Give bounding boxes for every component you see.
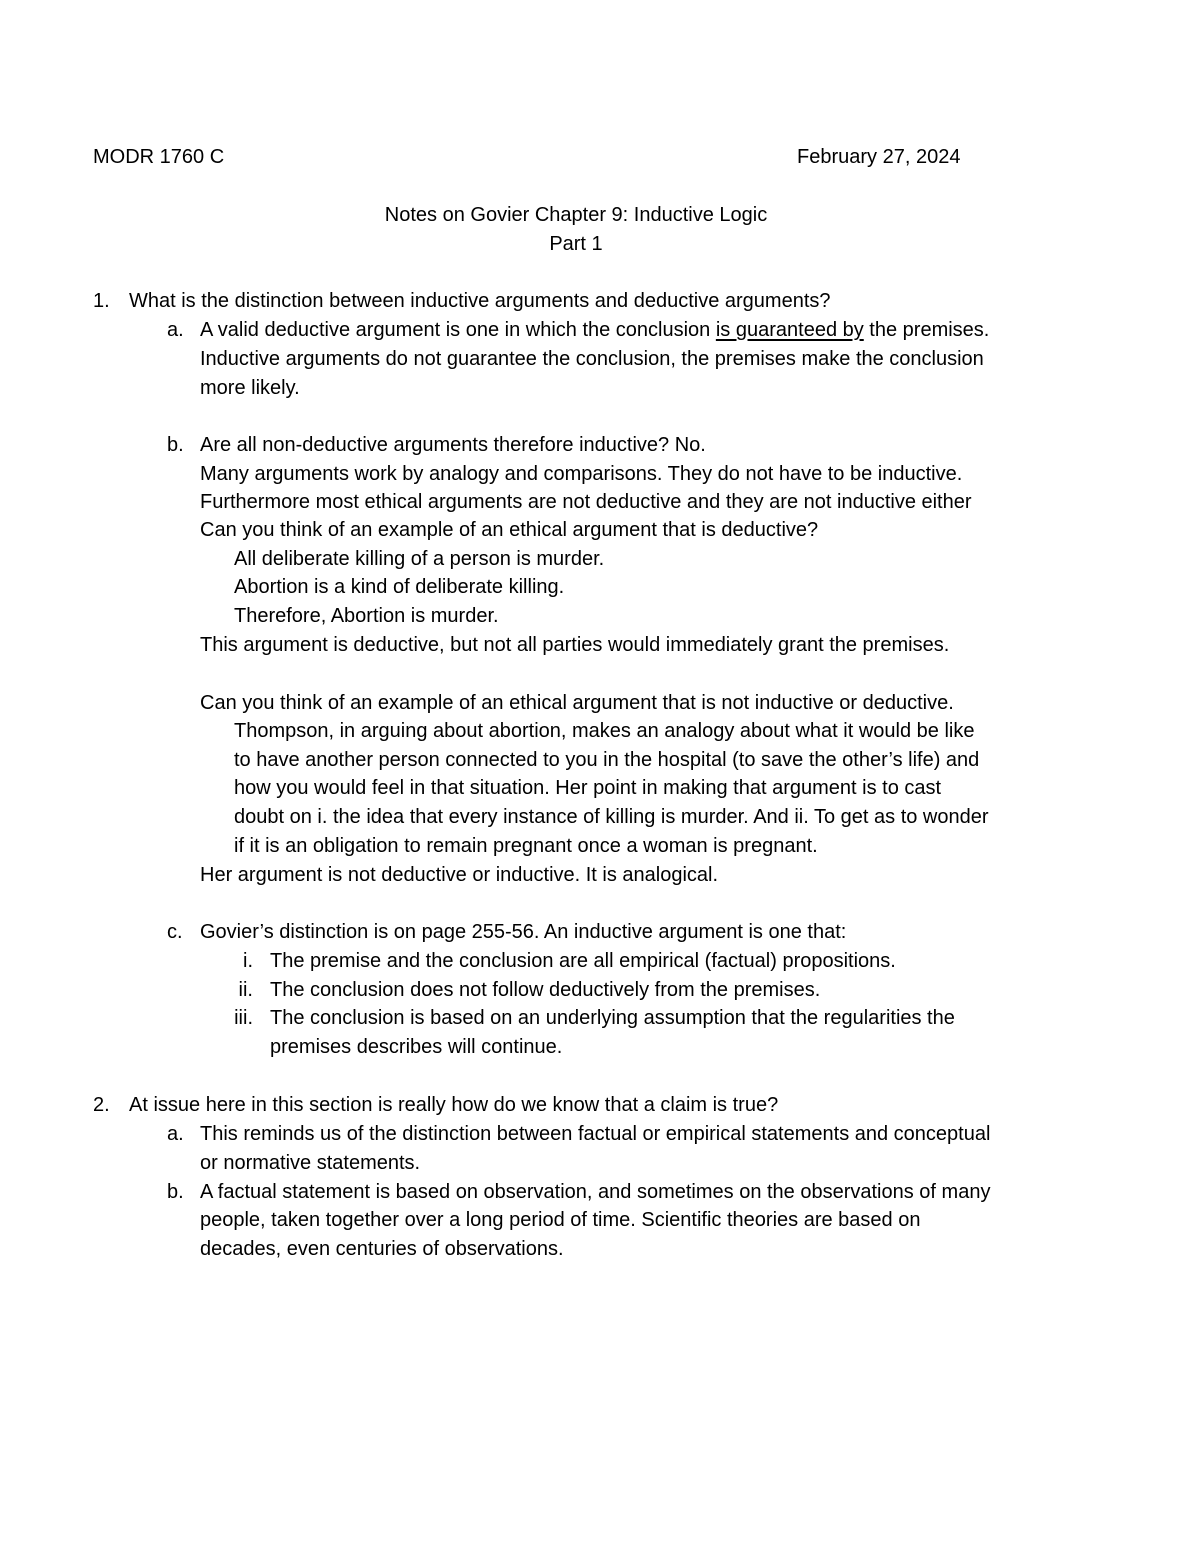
q2b-line-3: decades, even centuries of observations. bbox=[200, 1238, 564, 1260]
q1c-label: c. bbox=[167, 921, 183, 943]
q2-number: 2. bbox=[93, 1094, 110, 1116]
q1b-line-2: Many arguments work by analogy and comparisons. They do not have to be inductive. bbox=[200, 463, 963, 485]
q1b-premise-2: Abortion is a kind of deliberate killing. bbox=[234, 576, 565, 598]
course-code: MODR 1760 C bbox=[93, 146, 225, 168]
q1b-line-3: Furthermore most ethical arguments are not deductive and they are not inductive either bbox=[200, 491, 972, 513]
q1b-premise-1: All deliberate killing of a person is murder. bbox=[234, 548, 605, 570]
q1b-line-15: Her argument is not deductive or inductive. It is analogical. bbox=[200, 864, 719, 886]
q2a-label: a. bbox=[167, 1123, 184, 1145]
q1b-line-11: to have another person connected to you in the hospital (to save the other’s life) and bbox=[234, 749, 980, 771]
q1c-i-label: i. bbox=[243, 950, 253, 972]
q1b-line-9: Can you think of an example of an ethical argument that is not inductive or deductive. bbox=[200, 692, 954, 714]
q2b-label: b. bbox=[167, 1181, 184, 1203]
q1b-line-13: doubt on i. the idea that every instance of killing is murder. And ii. To get as to wonder bbox=[234, 806, 989, 828]
q1c-iii-label: iii. bbox=[234, 1007, 253, 1029]
q1b-line-12: how you would feel in that situation. Her point in making that argument is to cast bbox=[234, 777, 942, 799]
q2b-line-2: people, taken together over a long period of time. Scientific theories are based on bbox=[200, 1209, 921, 1231]
document-date: February 27, 2024 bbox=[797, 146, 961, 168]
q1c-iii-text-2: premises describes will continue. bbox=[270, 1036, 563, 1058]
q2b-line-1: A factual statement is based on observation, and sometimes on the observations of many bbox=[200, 1181, 991, 1203]
q1c-iii-text-1: The conclusion is based on an underlying assumption that the regularities the bbox=[270, 1007, 955, 1029]
q1b-conclusion: Therefore, Abortion is murder. bbox=[234, 605, 499, 627]
q1b-line-8: This argument is deductive, but not all parties would immediately grant the premises. bbox=[200, 634, 950, 656]
q1c-line-1: Govier’s distinction is on page 255-56. An inductive argument is one that: bbox=[200, 921, 847, 943]
q1b-line-4: Can you think of an example of an ethical argument that is deductive? bbox=[200, 519, 819, 541]
q1a-line-1 bbox=[200, 320, 989, 340]
q1-text: What is the distinction between inductive arguments and deductive arguments? bbox=[129, 290, 831, 312]
q1a-line-3: more likely. bbox=[200, 377, 300, 399]
q1a-underlined-text: is guaranteed by bbox=[715, 319, 864, 341]
q1a-text-post: the premises. bbox=[863, 319, 990, 341]
q1a-text-pre: A valid deductive argument is one in which the conclusion bbox=[200, 319, 716, 341]
q1a-line-2: Inductive arguments do not guarantee the conclusion, the premises make the conclusion bbox=[200, 348, 984, 370]
q2-text: At issue here in this section is really how do we know that a claim is true? bbox=[129, 1094, 779, 1116]
q1b-line-14: if it is an obligation to remain pregnant once a woman is pregnant. bbox=[234, 835, 818, 857]
q1a-label: a. bbox=[167, 319, 184, 341]
q1b-label: b. bbox=[167, 434, 184, 456]
q1c-ii-label: ii. bbox=[238, 979, 253, 1001]
document-title: Notes on Govier Chapter 9: Inductive Logic bbox=[384, 204, 768, 226]
q2a-line-2: or normative statements. bbox=[200, 1152, 421, 1174]
q2a-line-1: This reminds us of the distinction between factual or empirical statements and conceptual bbox=[200, 1123, 991, 1145]
q1c-ii-text: The conclusion does not follow deductively from the premises. bbox=[270, 979, 821, 1001]
q1-number: 1. bbox=[93, 290, 110, 312]
document-subtitle: Part 1 bbox=[549, 233, 603, 255]
q1b-line-1: Are all non-deductive arguments therefore inductive? No. bbox=[200, 434, 706, 456]
q1c-i-text: The premise and the conclusion are all empirical (factual) propositions. bbox=[270, 950, 896, 972]
q1b-line-10: Thompson, in arguing about abortion, makes an analogy about what it would be like bbox=[234, 720, 975, 742]
